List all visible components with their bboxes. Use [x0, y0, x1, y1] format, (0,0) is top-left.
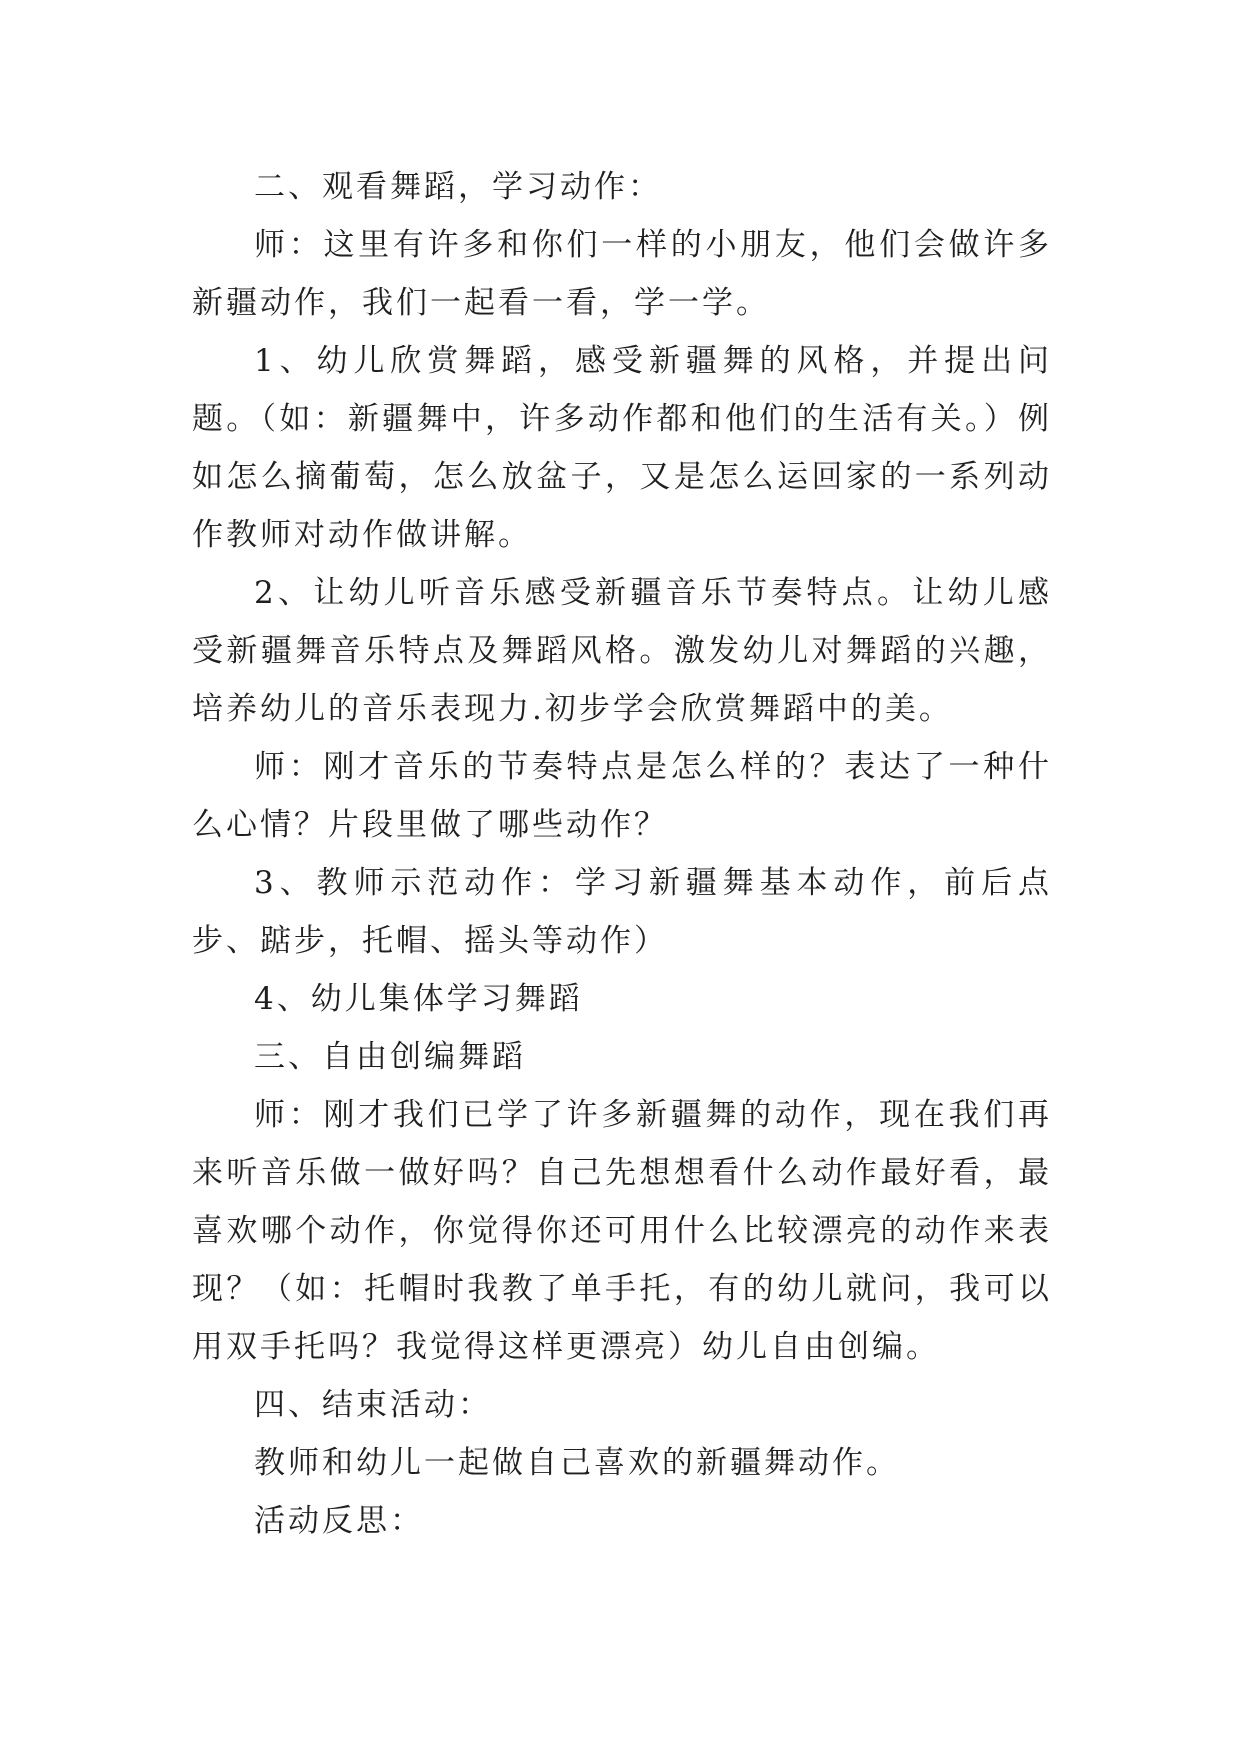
section-heading-free-creation: 三、自由创编舞蹈 [254, 1039, 526, 1075]
teacher-question-paragraph: 师：刚才音乐的节奏特点是怎么样的？表达了一种什么心情？片段里做了哪些动作？ [192, 749, 1052, 843]
step-4-paragraph: 4、幼儿集体学习舞蹈 [254, 981, 583, 1017]
document-body [192, 158, 1052, 1550]
teacher-creation-paragraph: 师：刚才我们已学了许多新疆舞的动作，现在我们再来听音乐做一做好吗？自己先想想看什么动作最好看，最喜欢哪个动作，你觉得你还可用什么比较漂亮的动作来表现？（如：托帽时我教了单手托，有的幼儿就问，我可以用双手托吗？我觉得这样更漂亮）幼儿自由创编。 [192, 1097, 1052, 1365]
step-3-paragraph: 3、教师示范动作：学习新疆舞基本动作，前后点步、踮步，托帽、摇头等动作） [192, 865, 1052, 959]
step-1-paragraph: 1、幼儿欣赏舞蹈，感受新疆舞的风格，并提出问题。（如：新疆舞中，许多动作都和他们的生活有关。）例如怎么摘葡萄，怎么放盆子，又是怎么运回家的一系列动作教师对动作做讲解。 [192, 343, 1052, 553]
section-heading-end-activity: 四、结束活动： [254, 1387, 492, 1423]
end-activity-paragraph: 教师和幼儿一起做自己喜欢的新疆舞动作。 [254, 1445, 900, 1481]
section-heading-watch-dance: 二、观看舞蹈，学习动作： [254, 169, 662, 205]
step-2-paragraph: 2、让幼儿听音乐感受新疆音乐节奏特点。让幼儿感受新疆舞音乐特点及舞蹈风格。激发幼儿对舞蹈的兴趣，培养幼儿的音乐表现力.初步学会欣赏舞蹈中的美。 [192, 575, 1052, 727]
activity-reflection-heading: 活动反思： [254, 1503, 424, 1539]
teacher-intro-paragraph: 师：这里有许多和你们一样的小朋友，他们会做许多新疆动作，我们一起看一看，学一学。 [192, 227, 1052, 321]
